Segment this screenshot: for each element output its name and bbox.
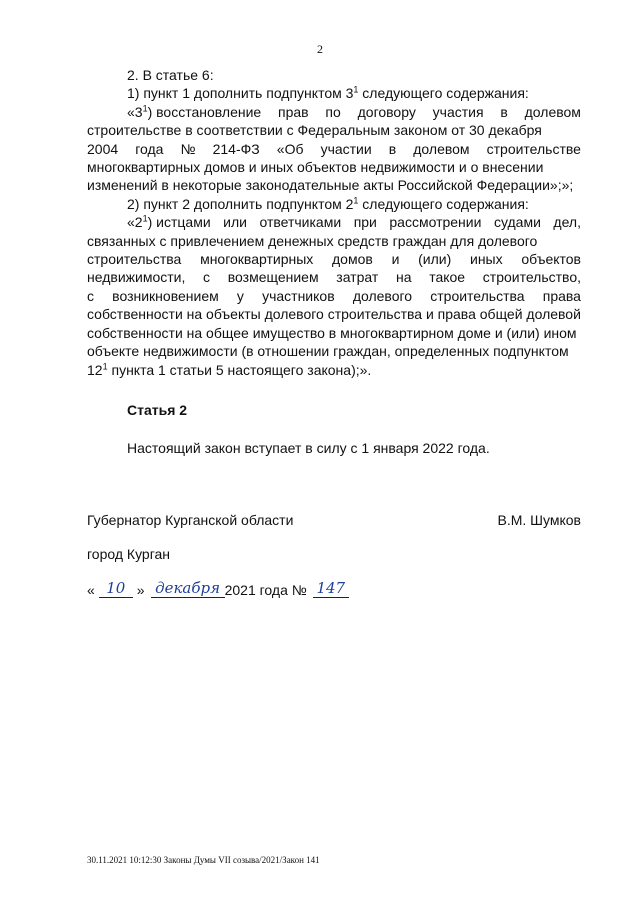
quote-1-line-3: 2004 года № 214-ФЗ «Об участии в долевом строительстве: [87, 140, 581, 157]
quote-2-line-6: собственности на объекты долевого строительства и права общей долевой: [87, 306, 581, 323]
quote-1-line-2: строительстве в соответствии с Федеральным законом от 30 декабря: [87, 122, 542, 139]
article-2-text: Настоящий закон вступает в силу с 1 января 2022 года.: [127, 440, 490, 456]
city-name: город Курган: [87, 546, 171, 562]
article-2-title: Статья 2: [127, 402, 188, 418]
signature-line: [87, 512, 581, 528]
governor-position: Губернатор Курганской области: [87, 512, 294, 528]
quote-1-line-5: изменений в некоторые законодательные акты Российской Федерации»;»;: [87, 177, 574, 194]
quote-2-line-2: связанных с привлечением денежных средств граждан для долевого: [87, 232, 538, 249]
quote-2-line-9: $12^1$ пункта 1 статьи 5 настоящего закона);».: [87, 360, 372, 378]
article-1-body: [87, 66, 581, 379]
handwritten-month: декабря: [151, 580, 225, 598]
page-number: 2: [317, 42, 323, 56]
adoption-date-line: « 10 » декабря 2021 года № 147: [87, 580, 349, 598]
year-text: 2021 года №: [224, 582, 307, 598]
amendment-heading: 2. В статье 6:: [127, 67, 214, 83]
quote-2-line-8: объекте недвижимости (в отношении граждан, определенных подпунктом: [87, 343, 569, 360]
quote-2-line-5: с возникновением у участников долевого строительства права: [87, 287, 581, 304]
footer-file-path: 30.11.2021 10:12:30 Законы Думы VII созыва/2021/Закон 141: [87, 855, 320, 865]
quote-1-line-4: многоквартирных домов и иных объектов недвижимости и о внесении: [87, 159, 544, 176]
quote-2-line-1: «$2^1$) истцами или ответчиками при рассмотрении судами дел,: [127, 213, 581, 231]
item-2-intro: 2) пункт 2 дополнить подпунктом $2^1$ следующего содержания:: [127, 195, 529, 212]
governor-name: В.М. Шумков: [497, 512, 581, 528]
handwritten-law-number: 147: [313, 580, 349, 598]
handwritten-day: 10: [99, 580, 133, 598]
quote-1-line-1: «$3^1$) восстановление прав по договору участия в долевом: [127, 103, 581, 120]
quote-2-line-3: строительства многоквартирных домов и (или) иных объектов: [87, 251, 581, 268]
item-1-intro: 1) пункт 1 дополнить подпунктом $3^1$ следующего содержания:: [127, 84, 529, 102]
quote-2-line-4: недвижимости, с возмещением затрат на такое строительство,: [87, 269, 581, 286]
quote-2-line-7: собственности на общее имущество в многоквартирном доме и (или) ином: [87, 324, 577, 341]
